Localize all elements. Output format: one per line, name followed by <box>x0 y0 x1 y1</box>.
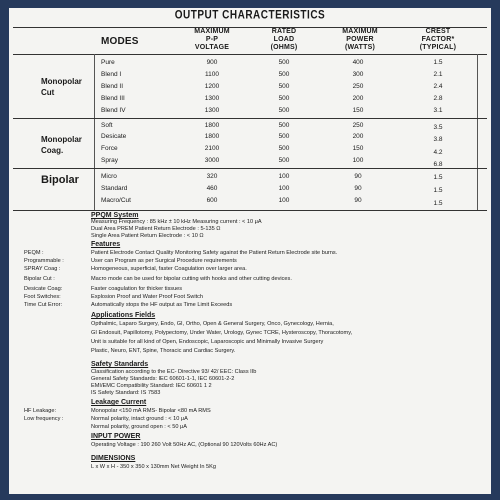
voltage-header-line: P-P <box>205 36 219 43</box>
voltage-header-line: MAXIMUM <box>194 28 230 35</box>
crest-header-line: FACTOR* <box>421 36 455 43</box>
leakage-heading: Leakage Current <box>91 399 147 406</box>
voltage-cell: 1200 <box>204 83 220 90</box>
crest-header-line: (TYPICAL) <box>419 44 457 51</box>
feature-label: Foot Switches: <box>24 294 61 300</box>
spec-sheet <box>9 8 491 494</box>
crest-cell: 2.1 <box>433 71 443 78</box>
load-cell: 500 <box>278 71 290 78</box>
load-cell: 500 <box>278 122 290 129</box>
voltage-cell: 460 <box>206 185 218 192</box>
mode-cell: Force <box>101 145 118 152</box>
applications-line: Opthalmic, Laparo Surgery, Endo, GI, Ortho, Open & General Surgery, Onco, Gynecology, Hernia, <box>91 321 334 327</box>
crest-cell: 1.5 <box>433 187 443 194</box>
page-title: OUTPUT CHARACTERISTICS <box>174 9 326 22</box>
mode-cell: Spray <box>101 157 118 164</box>
load-header <box>249 28 319 52</box>
crest-cell: 1.5 <box>433 174 443 181</box>
load-cell: 500 <box>278 157 290 164</box>
power-cell: 150 <box>352 145 364 152</box>
power-cell: 90 <box>354 173 362 180</box>
power-cell: 200 <box>352 133 364 140</box>
modes-header: MODES <box>101 36 139 47</box>
power-cell: 300 <box>352 71 364 78</box>
power-cell: 90 <box>354 197 362 204</box>
power-cell: 100 <box>352 157 364 164</box>
power-cell: 400 <box>352 59 364 66</box>
power-cell: 90 <box>354 185 362 192</box>
power-header-line: (WATTS) <box>344 44 376 51</box>
feature-label: PEQM : <box>24 250 44 256</box>
safety-line: General Safety Standards: IEC 60601-1-1, IEC 60601-2-2 <box>91 376 235 382</box>
feature-label: Time Cut Error: <box>24 302 63 308</box>
power-cell: 150 <box>352 107 364 114</box>
load-header-line: (OHMS) <box>270 44 298 51</box>
feature-text: Patient Electrode Contact Quality Monitoring Safety against the Patient Return Electrode site burns. <box>91 250 338 256</box>
voltage-cell: 1800 <box>204 133 220 140</box>
feature-text: Macro mode can be used for bipolar cutting with hooks and other cutting devices. <box>91 276 292 282</box>
group-label-line: Cut <box>41 88 55 97</box>
applications-line: Unit is suitable for all kind of Open, Endoscopic, Laparoscopic and Minimally Invasive Surgery <box>91 339 324 345</box>
applications-heading: Applications Fields <box>91 312 156 319</box>
feature-text: Explosion Proof and Water Proof Foot Switch <box>91 294 204 300</box>
voltage-cell: 3000 <box>204 157 220 164</box>
feature-text: Automatically stops the HF output as Time Limit Exceeds <box>91 302 233 308</box>
feature-label: Programmable : <box>24 258 64 264</box>
leakage-line: Normal polarity, intact ground : < 10 μA <box>91 416 188 422</box>
voltage-cell: 1100 <box>205 71 219 78</box>
feature-text: User can Program as per Surgical Procedure requirements <box>91 258 237 264</box>
ppqm-line: Measuring Frequency : 85 kHz ± 10 kHz Measuring current : < 10 μA <box>91 219 262 225</box>
crest-cell: 3.1 <box>433 107 443 114</box>
mode-cell: Soft <box>101 122 113 129</box>
feature-label: Bipolar Cut : <box>24 276 55 282</box>
load-header-line: RATED <box>271 28 297 35</box>
applications-line: GI Endosuit, Papillotomy, Polypectomy, Under Water, Urology, Gynec TCRE, Hysteroscopy, Thoracotomy, <box>91 330 353 336</box>
load-header-line: LOAD <box>273 36 295 43</box>
voltage-cell: 1300 <box>204 95 220 102</box>
group-label-line: Monopolar <box>41 135 82 144</box>
safety-line: Classification according to the EC- Directive 93/ 42/ EEC: Class IIb <box>91 369 257 375</box>
voltage-cell: 2100 <box>204 145 220 152</box>
column-divider <box>477 54 478 210</box>
safety-line: EMI/EMC Compatibility Standard: IEC 60601 1 2 <box>91 383 212 389</box>
features-heading: Features <box>91 241 121 248</box>
power-header-line: MAXIMUM <box>342 28 378 35</box>
crest-cell: 1.5 <box>433 59 443 66</box>
safety-line: IS Safety Standard: IS 7583 <box>91 390 161 396</box>
leakage-line: Normal polarity, ground open : < 50 μA <box>91 424 187 430</box>
crest-cell: 6.8 <box>433 161 443 168</box>
voltage-header-line: VOLTAGE <box>194 44 230 51</box>
dimensions-line: L x W x H - 350 x 350 x 130mm Net Weight In 5Kg <box>91 464 216 470</box>
load-cell: 500 <box>278 83 290 90</box>
group-rule <box>13 118 487 119</box>
mode-cell: Blend I <box>101 71 122 78</box>
crest-cell: 4.2 <box>433 149 443 156</box>
group-label-bipolar <box>41 175 79 186</box>
crest-header <box>403 28 473 52</box>
voltage-cell: 1300 <box>204 107 220 114</box>
hf-leakage-label: HF Leakage: <box>24 408 57 414</box>
load-cell: 500 <box>278 95 290 102</box>
group-label-line: Bipolar <box>41 174 79 186</box>
ppqm-line: Dual Area PREM Patient Return Electrode : 5-135 Ω <box>91 226 221 232</box>
load-cell: 500 <box>278 133 290 140</box>
crest-cell: 1.5 <box>433 200 443 207</box>
power-cell: 250 <box>352 83 364 90</box>
load-cell: 100 <box>278 185 290 192</box>
mode-cell: Blend IV <box>101 107 126 114</box>
ppqm-line: Single Area Patient Return Electrode : < 10 Ω <box>91 233 204 239</box>
feature-label: Desicate Coag: <box>24 286 63 292</box>
mode-cell: Blend II <box>101 83 124 90</box>
group-label-line: Coag. <box>41 146 64 155</box>
crest-header-line: CREST <box>425 28 451 35</box>
table-bottom-rule <box>13 210 487 211</box>
ppqm-heading: PPQM System <box>91 212 139 219</box>
voltage-cell: 900 <box>206 59 218 66</box>
power-header <box>325 28 395 52</box>
mode-cell: Micro <box>101 173 117 180</box>
load-cell: 500 <box>278 145 290 152</box>
power-cell: 250 <box>352 122 364 129</box>
load-cell: 100 <box>278 173 290 180</box>
power-header-line: POWER <box>346 36 374 43</box>
load-cell: 500 <box>278 59 290 66</box>
safety-heading: Safety Standards <box>91 361 149 368</box>
mode-cell: Standard <box>101 185 128 192</box>
applications-line: Plastic, Neuro, ENT, Spine, Thoracic and Cardiac Surgery. <box>91 348 236 354</box>
voltage-cell: 600 <box>206 197 218 204</box>
input-power-line: Operating Voltage : 190 260 Volt 50Hz AC, (Optional 90 120Volts 60Hz AC) <box>91 442 278 448</box>
power-cell: 200 <box>352 95 364 102</box>
mode-cell: Macro/Cut <box>101 197 131 204</box>
header-rule <box>13 54 487 55</box>
voltage-header <box>177 28 247 52</box>
mode-cell: Desicate <box>101 133 127 140</box>
leakage-line: Monopolar <150 mA RMS- Bipolar <80 mA RMS <box>91 408 211 414</box>
column-divider <box>94 54 95 210</box>
crest-cell: 2.8 <box>433 95 443 102</box>
crest-cell: 3.8 <box>433 136 443 143</box>
load-cell: 100 <box>278 197 290 204</box>
feature-text: Faster coagulation for thicker tissues <box>91 286 183 292</box>
input-power-heading: INPUT POWER <box>91 433 141 440</box>
mode-cell: Pure <box>101 59 115 66</box>
load-cell: 500 <box>278 107 290 114</box>
dimensions-heading: DIMENSIONS <box>91 455 136 462</box>
crest-cell: 2.4 <box>433 83 443 90</box>
crest-cell: 3.5 <box>433 124 443 131</box>
feature-text: Homogeneous, superficial, faster Coagulation over larger area. <box>91 266 247 272</box>
group-label-monopolar-coag <box>41 134 82 156</box>
feature-label: SPRAY Coag : <box>24 266 61 272</box>
mode-cell: Blend III <box>101 95 125 102</box>
voltage-cell: 320 <box>206 173 218 180</box>
low-frequency-label: Low frequency : <box>24 416 64 422</box>
voltage-cell: 1800 <box>204 122 220 129</box>
group-label-monopolar-cut <box>41 76 82 98</box>
group-label-line: Monopolar <box>41 77 82 86</box>
